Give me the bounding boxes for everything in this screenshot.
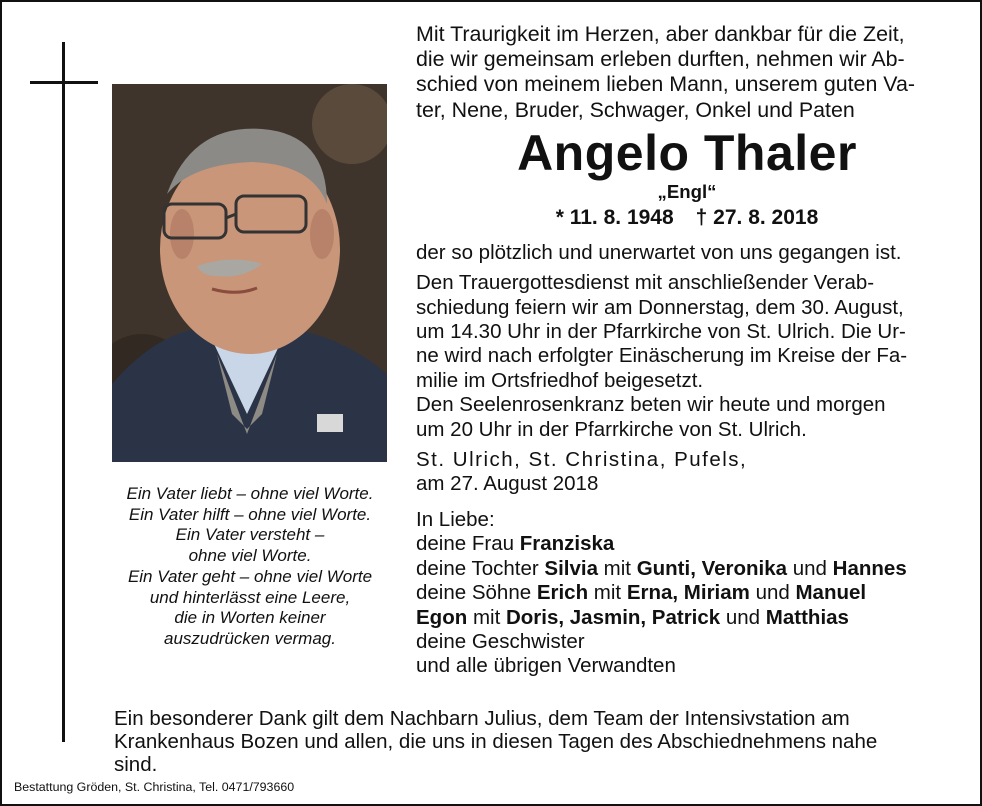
poem-line: Ein Vater hilft – ohne viel Worte.: [128, 504, 372, 524]
death-date: † 27. 8. 2018: [695, 205, 819, 229]
mourner-name: Franziska: [519, 532, 615, 556]
mourner-line: [416, 532, 958, 556]
mourners-list: [416, 532, 958, 678]
mourner-name: Hannes: [832, 556, 907, 580]
place-line: St. Ulrich, St. Christina, Pufels,: [416, 448, 748, 472]
mourner-line: [416, 654, 958, 678]
date-line: am 27. August 2018: [416, 472, 599, 496]
mourner-relation: deine Frau: [416, 532, 520, 556]
poem-line: ohne viel Worte.: [188, 546, 312, 566]
deceased-name: Angelo Thaler: [517, 124, 857, 181]
poem-line: Ein Vater versteht –: [175, 525, 325, 545]
poem-line: die in Worten keiner: [174, 608, 326, 628]
main-text-column: [416, 22, 958, 679]
mourner-line: [416, 557, 958, 581]
service-paragraph: [416, 271, 958, 442]
nickname: „Engl“: [657, 180, 717, 202]
in-love-heading: In Liebe:: [416, 507, 495, 531]
intro-line: ter, Nene, Bruder, Schwager, Onkel und Paten: [416, 97, 855, 122]
thanks-line: Krankenhaus Bozen und allen, die uns in diesen Tagen des Abschiednehmens nahe: [114, 729, 878, 753]
mourner-relation: und: [787, 556, 833, 580]
mourner-line: [416, 606, 958, 630]
mourner-name: Gunti, Veronika: [636, 556, 788, 580]
mourner-name: Doris, Jasmin, Patrick: [505, 605, 721, 629]
service-line: ne wird nach erfolgter Einäscherung im Kreise der Fa-: [416, 344, 908, 368]
mourner-relation: deine Söhne: [416, 581, 537, 605]
intro-line: schied von meinem lieben Mann, unserem guten Va-: [416, 72, 915, 97]
thanks-line: Ein besonderer Dank gilt dem Nachbarn Julius, dem Team der Intensivstation am: [114, 707, 850, 730]
mourner-relation: mit: [467, 605, 506, 629]
service-line: Den Trauergottesdienst mit anschließender Verab-: [416, 271, 875, 295]
service-line: um 20 Uhr in der Pfarrkirche von St. Ulrich.: [416, 417, 807, 441]
service-line: Den Seelenrosenkranz beten wir heute und morgen: [416, 393, 886, 417]
mourner-relation: deine Geschwister: [416, 629, 585, 653]
mourner-line: [416, 581, 958, 605]
poem-line: Ein Vater liebt – ohne viel Worte.: [126, 484, 374, 503]
service-line: um 14.30 Uhr in der Pfarrkirche von St. Ulrich. Die Ur-: [416, 320, 906, 344]
mourner-relation: deine Tochter: [416, 556, 545, 580]
life-dates: [416, 205, 958, 231]
mourner-relation: und: [749, 581, 796, 605]
intro-paragraph: [416, 22, 958, 123]
funeral-home-footer: Bestattung Gröden, St. Christina, Tel. 0471/793660: [14, 780, 295, 794]
mourner-line: [416, 630, 958, 654]
mourner-name: Manuel: [795, 581, 867, 605]
mourner-relation: mit: [597, 556, 637, 580]
service-line: milie im Ortsfriedhof beigesetzt.: [416, 368, 704, 392]
thanks-paragraph: [114, 708, 964, 776]
mourner-name: Erna, Miriam: [626, 581, 750, 605]
cross-vertical-bar: [62, 42, 65, 742]
thanks-line: sind.: [114, 752, 158, 776]
mourner-relation: und alle übrigen Verwandten: [416, 654, 676, 678]
cross-horizontal-bar: [30, 81, 98, 84]
portrait-illustration: [112, 84, 387, 462]
poem-line: auszudrücken vermag.: [164, 628, 336, 648]
intro-line: Mit Traurigkeit im Herzen, aber dankbar für die Zeit,: [416, 22, 905, 46]
poem: [106, 484, 394, 650]
birth-date: * 11. 8. 1948: [555, 205, 674, 229]
service-line: schiedung feiern wir am Donnerstag, dem 30. August,: [416, 295, 904, 319]
intro-line: die wir gemeinsam erleben durften, nehmen wir Ab-: [416, 47, 905, 72]
mourner-name: Erich: [536, 581, 589, 605]
mourner-relation: und: [720, 605, 766, 629]
portrait-photo: [112, 84, 387, 462]
poem-line: Ein Vater geht – ohne viel Worte: [127, 566, 373, 586]
mourner-name: Egon: [416, 605, 468, 629]
passing-note: der so plötzlich und unerwartet von uns gegangen ist.: [416, 240, 902, 264]
mourner-relation: mit: [588, 581, 627, 605]
mourner-name: Matthias: [765, 605, 849, 629]
mourner-name: Silvia: [544, 556, 598, 580]
poem-line: und hinterlässt eine Leere,: [149, 587, 351, 607]
